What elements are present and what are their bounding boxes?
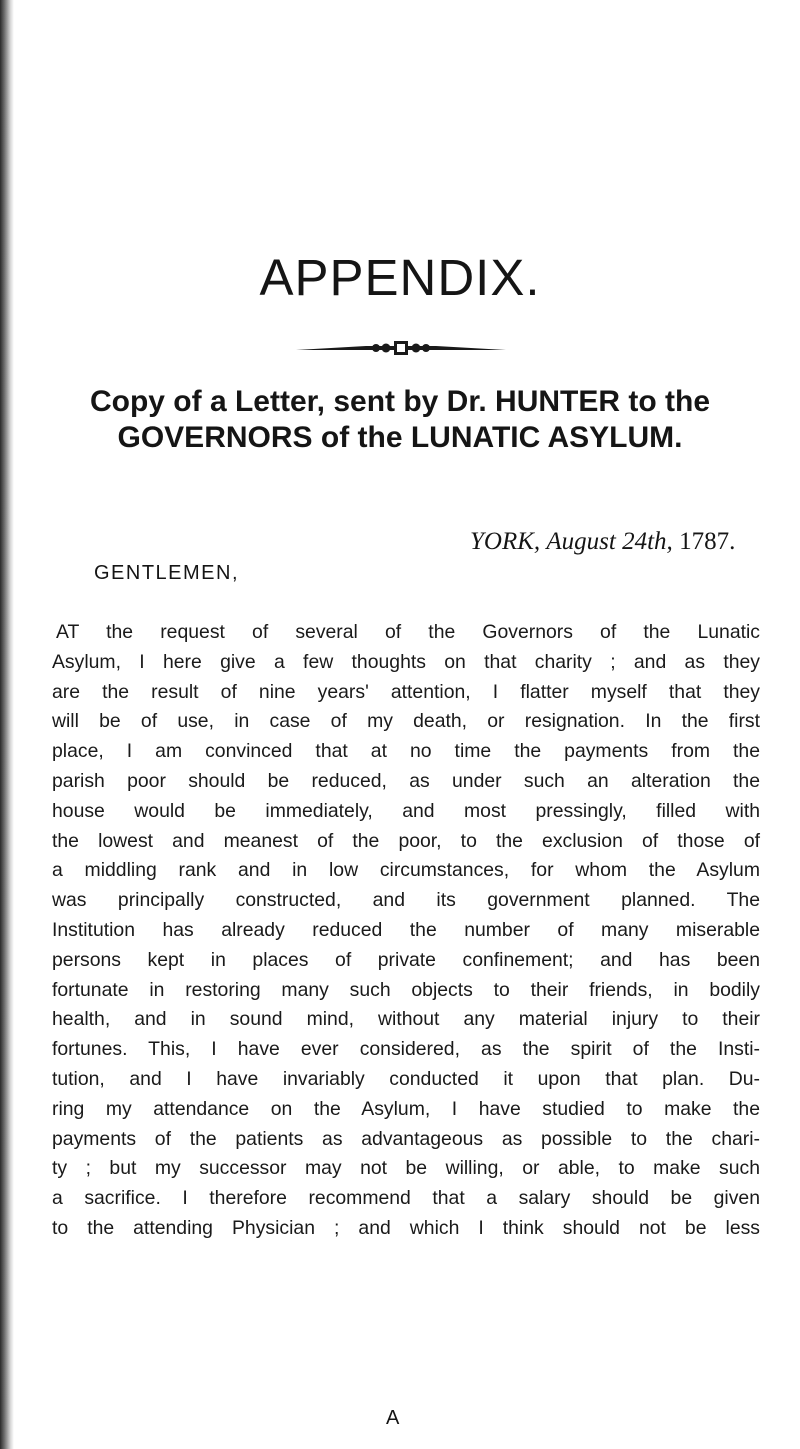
heading-line-2: GOVERNORS of the LUNATIC ASYLUM.: [117, 421, 683, 454]
body-line: parish poor should be reduced, as under such an alteration the: [52, 769, 760, 792]
dateline-year: 1787.: [679, 528, 736, 555]
body-line: payments of the patients as advantageous as possible to the chari-: [52, 1127, 760, 1150]
ornament-divider-icon: [296, 335, 506, 361]
body-line: fortunate in restoring many such objects to their friends, in bodily: [52, 978, 760, 1001]
body-line: to the attending Physician ; and which I think should not be less: [52, 1216, 760, 1239]
dateline-place: YORK,: [470, 528, 541, 555]
body-line: a middling rank and in low circumstances, for whom the Asylum: [52, 859, 760, 882]
letter-heading: [60, 384, 740, 456]
body-line: house would be immediately, and most pressingly, filled with: [52, 799, 760, 822]
body-line: are the result of nine years' attention, I flatter myself that they: [52, 680, 760, 703]
body-line: health, and in sound mind, without any material injury to their: [52, 1008, 760, 1031]
letter-body: [52, 618, 760, 1244]
body-line: a sacrifice. I therefore recommend that a salary should be given: [52, 1187, 760, 1210]
binding-gutter: [0, 0, 14, 1449]
salutation: GENTLEMEN,: [94, 562, 240, 584]
body-line: Institution has already reduced the number of many miserable: [52, 918, 760, 941]
body-line: Asylum, I here give a few thoughts on that charity ; and as they: [52, 650, 760, 673]
body-line: will be of use, in case of my death, or resignation. In the first: [52, 710, 760, 733]
body-line: place, I am convinced that at no time the payments from the: [52, 740, 760, 763]
body-line: AT the request of several of the Governors of the Lunatic: [56, 621, 760, 643]
body-line: the lowest and meanest of the poor, to the exclusion of those of: [52, 829, 760, 852]
body-line: persons kept in places of private confinement; and has been: [52, 948, 760, 971]
catchword: A: [386, 1407, 400, 1429]
body-line: ring my attendance on the Asylum, I have studied to make the: [52, 1097, 760, 1120]
body-line: fortunes. This, I have ever considered, as the spirit of the Insti-: [52, 1038, 760, 1061]
dateline: [470, 528, 735, 556]
body-line: ty ; but my successor may not be willing, or able, to make such: [52, 1157, 760, 1180]
appendix-title: APPENDIX.: [259, 249, 541, 306]
heading-line-1: Copy of a Letter, sent by Dr. HUNTER to the: [89, 385, 711, 418]
dateline-date: August 24th,: [546, 528, 673, 555]
body-line: tution, and I have invariably conducted it upon that plan. Du-: [52, 1067, 760, 1090]
body-line: was principally constructed, and its government planned. The: [52, 889, 760, 912]
